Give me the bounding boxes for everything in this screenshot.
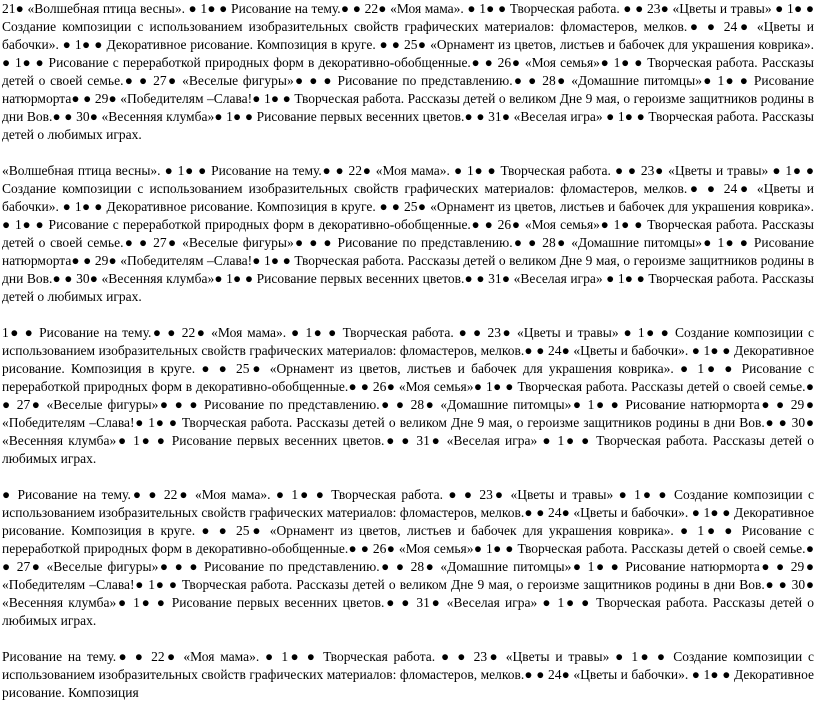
paragraph-4: ● Рисование на тему.● ● 22● «Моя мама». ● 1● ● Творческая работа. ● ● 23● «Цветы и травы» ● 1● ● Создание композиции с использованием изобразительных свойств графических материалов: фломастеров, мелков.● ● 24● «Цветы и бабочки». ● 1● ● Декоративное рисование. Композиция в круге. ● ● 25● «Орнамент из цветов, листьев и бабочек для украшения коврика». ● 1● ● Рисование с переработкой природных форм в декоративно-обобщенные.● ● 26● «Моя семья»● 1● ● Творческая работа. Рассказы детей о своей семье.● ● 27● «Веселые фигуры»● ● ● Рисование по представлению.● ● 28● «Домашние питомцы»● 1● ● Рисование натюрморта● ● 29● «Победителям –Слава!● 1● ● Творческая работа. Рассказы детей о великом Дне 9 мая, о героизме защитников родины в дни Вов.● ● 30● «Весенняя клумба»● 1● ● Рисование первых весенних цветов.● ● 31● «Веселая игра» ● 1● ● Творческая работа. Рассказы детей о любимых играх. bbox=[2, 487, 814, 628]
paragraph-1: 21● «Волшебная птица весны». ● 1● ● Рисование на тему.● ● 22● «Моя мама». ● 1● ● Творческая работа. ● ● 23● «Цветы и травы» ● 1● ● Создание композиции с использованием изобразительных свойств графических материалов: фломастеров, мелков.● ● 24● «Цветы и бабочки». ● 1● ● Декоративное рисование. Композиция в круге. ● ● 25● «Орнамент из цветов, листьев и бабочек для украшения коврика». ● 1● ● Рисование с переработкой природных форм в декоративно-обобщенные.● ● 26● «Моя семья»● 1● ● Творческая работа. Рассказы детей о своей семье.● ● 27● «Веселые фигуры»● ● ● Рисование по представлению.● ● 28● «Домашние питомцы»● 1● ● Рисование натюрморта● ● 29● «Победителям –Слава!● 1● ● Творческая работа. Рассказы детей о великом Дне 9 мая, о героизме защитников родины в дни Вов.● ● 30● «Весенняя клумба»● 1● ● Рисование первых весенних цветов.● ● 31● «Веселая игра» ● 1● ● Творческая работа. Рассказы детей о любимых играх. bbox=[2, 1, 814, 142]
paragraph-2: «Волшебная птица весны». ● 1● ● Рисование на тему.● ● 22● «Моя мама». ● 1● ● Творческая работа. ● ● 23● «Цветы и травы» ● 1● ● Создание композиции с использованием изобразительных свойств графических материалов: фломастеров, мелков.● ● 24● «Цветы и бабочки». ● 1● ● Декоративное рисование. Композиция в круге. ● ● 25● «Орнамент из цветов, листьев и бабочек для украшения коврика». ● 1● ● Рисование с переработкой природных форм в декоративно-обобщенные.● ● 26● «Моя семья»● 1● ● Творческая работа. Рассказы детей о своей семье.● ● 27● «Веселые фигуры»● ● ● Рисование по представлению.● ● 28● «Домашние питомцы»● 1● ● Рисование натюрморта● ● 29● «Победителям –Слава!● 1● ● Творческая работа. Рассказы детей о великом Дне 9 мая, о героизме защитников родины в дни Вов.● ● 30● «Весенняя клумба»● 1● ● Рисование первых весенних цветов.● ● 31● «Веселая игра» ● 1● ● Творческая работа. Рассказы детей о любимых играх. bbox=[2, 163, 814, 304]
paragraph-3: 1● ● Рисование на тему.● ● 22● «Моя мама». ● 1● ● Творческая работа. ● ● 23● «Цветы и травы» ● 1● ● Создание композиции с использованием изобразительных свойств графических материалов: фломастеров, мелков.● ● 24● «Цветы и бабочки». ● 1● ● Декоративное рисование. Композиция в круге. ● ● 25● «Орнамент из цветов, листьев и бабочек для украшения коврика». ● 1● ● Рисование с переработкой природных форм в декоративно-обобщенные.● ● 26● «Моя семья»● 1● ● Творческая работа. Рассказы детей о своей семье.● ● 27● «Веселые фигуры»● ● ● Рисование по представлению.● ● 28● «Домашние питомцы»● 1● ● Рисование натюрморта● ● 29● «Победителям –Слава!● 1● ● Творческая работа. Рассказы детей о великом Дне 9 мая, о героизме защитников родины в дни Вов.● ● 30● «Весенняя клумба»● 1● ● Рисование первых весенних цветов.● ● 31● «Веселая игра» ● 1● ● Творческая работа. Рассказы детей о любимых играх. bbox=[2, 325, 814, 466]
paragraph-5: Рисование на тему.● ● 22● «Моя мама». ● 1● ● Творческая работа. ● ● 23● «Цветы и травы» ● 1● ● Создание композиции с использованием изобразительных свойств графических материалов: фломастеров, мелков.● ● 24● «Цветы и бабочки». ● 1● ● Декоративное рисование. Композиция bbox=[2, 649, 814, 700]
